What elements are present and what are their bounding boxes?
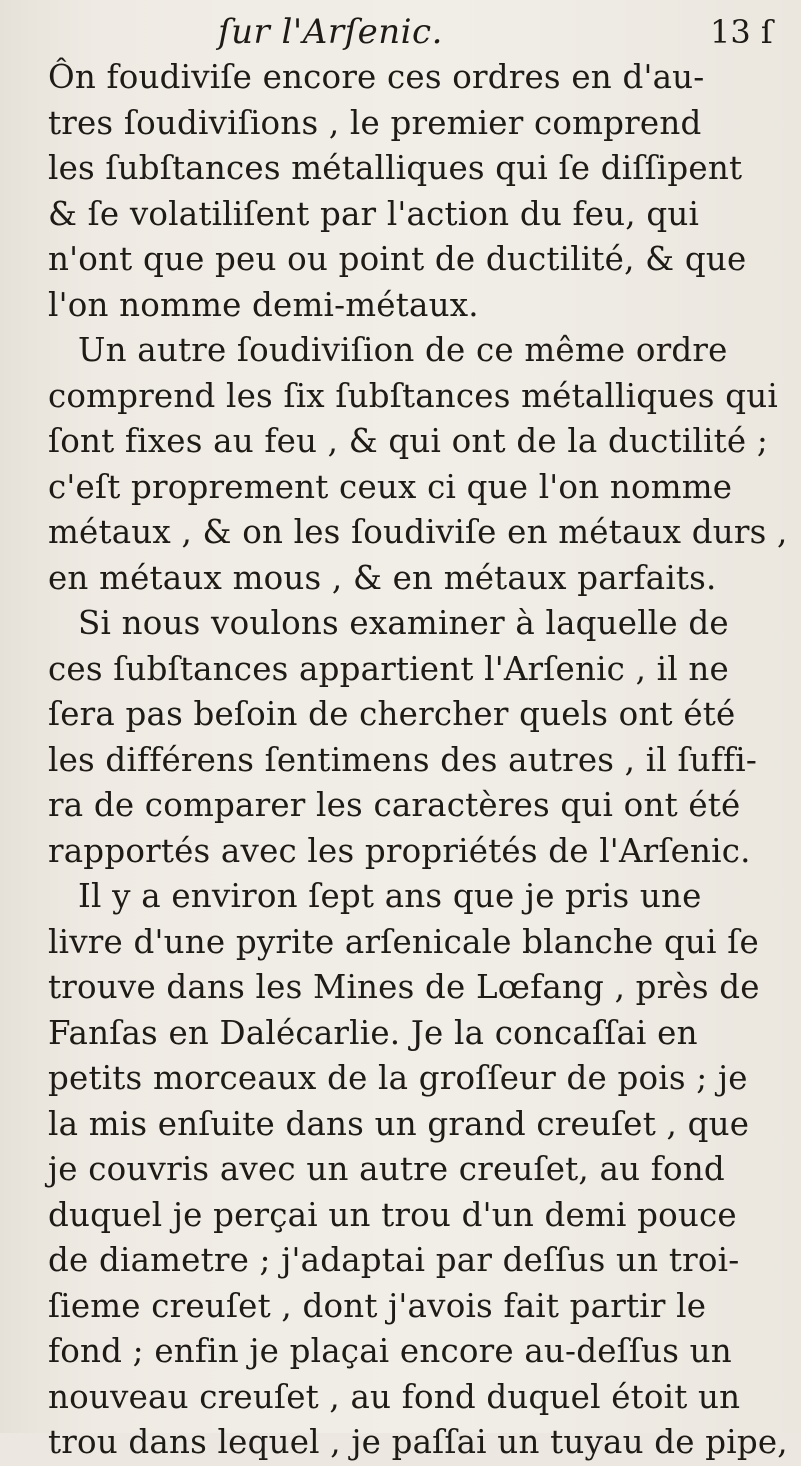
text-line: comprend les ſix ſubſtances métalliques qui [48,376,778,415]
text-line: nouveau creuſet , au fond duquel étoit un [48,1377,741,1416]
text-line: Si nous voulons examiner à laquelle de [78,604,729,642]
text-line: ces ſubſtances appartient l'Arſenic , il ne [48,649,729,688]
text-line: trouve dans les Mines de Lœfang , près de [48,968,760,1006]
text-line: petits morceaux de la groſſeur de pois ; je [48,1059,748,1097]
text-line: trou dans lequel , je paſſai un tuyau de pipe, [48,1423,788,1461]
text-line: rapportés avec les propriétés de l'Arſenic. [48,831,751,870]
text-line: duquel je perçai un trou d'un demi pouce [48,1195,737,1234]
running-title: ſur l'Arſenic. [218,12,443,52]
text-line: ſieme creuſet , dont j'avois fait partir le [48,1286,707,1325]
text-line: métaux , & on les ſoudiviſe en métaux durs , [48,513,788,551]
text-line: ſont fixes au feu , & qui ont de la ductilité ; [48,422,768,460]
text-line: livre d'une pyrite arſenicale blanche qui ſe [48,922,759,961]
text-line: je couvris avec un autre creuſet, au fond [48,1150,725,1188]
text-line: n'ont que peu ou point de ductilité, & que [48,240,747,278]
text-line: Il y a environ ſept ans que je pris une [78,877,702,915]
text-line: les ſubſtances métalliques qui ſe diſſipent [48,149,743,187]
text-line: & ſe volatiliſent par l'action du feu, qui [48,194,700,233]
text-line: l'on nomme demi-métaux. [48,285,479,324]
page-number: 13 ſ [710,13,773,51]
text-line: Fanſas en Dalécarlie. Je la concaſſai en [48,1013,698,1052]
text-line: fond ; enfin je plaçai encore au-deſſus un [48,1332,732,1370]
text-line: en métaux mous , & en métaux parfaits. [48,558,717,597]
text-line: Un autre ſoudiviſion de ce même ordre [78,331,728,369]
text-line: Ôn foudiviſe encore ces ordres en d'au- [48,58,705,96]
text-line: ra de comparer les caractères qui ont été [48,786,741,824]
text-line: la mis enſuite dans un grand creuſet , que [48,1104,750,1143]
text-line: tres ſoudiviſions , le premier comprend [48,103,702,142]
text-line: ſera pas beſoin de chercher quels ont été [48,695,736,733]
text-line: les différens ſentimens des autres , il ſuffi- [48,740,758,779]
text-line: de diametre ; j'adaptai par deſſus un troi- [48,1241,740,1279]
body-text [48,55,800,1466]
page-header [0,10,801,54]
text-line: c'eſt proprement ceux ci que l'on nomme [48,467,733,506]
